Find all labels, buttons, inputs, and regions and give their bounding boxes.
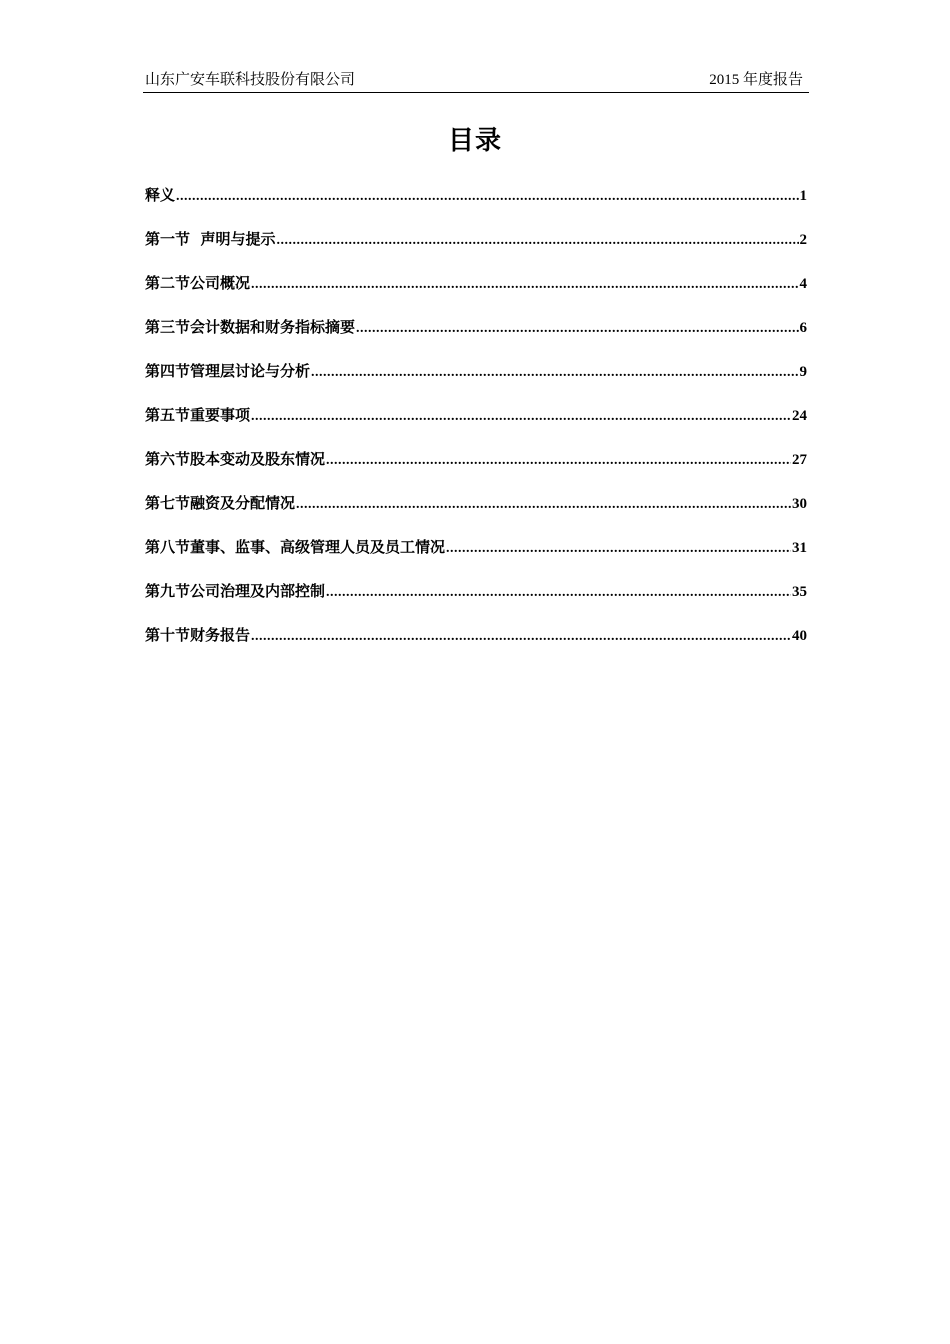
toc-entry-page: 4	[799, 276, 807, 292]
toc-entry-page: 6	[799, 320, 807, 336]
toc-dot-leader	[326, 453, 791, 469]
toc-entry-section-6[interactable]	[145, 448, 807, 492]
toc-dot-leader	[446, 541, 791, 557]
toc-dot-leader	[296, 497, 791, 513]
toc-entry-page: 2	[799, 232, 807, 248]
toc-entry-section-1[interactable]	[145, 228, 807, 272]
toc-entry-label: 第九节公司治理及内部控制	[145, 582, 326, 600]
toc-entry-label: 第十节财务报告	[145, 626, 251, 644]
toc-entry-page: 31	[792, 540, 807, 556]
toc-entry-label: 第三节会计数据和财务指标摘要	[145, 318, 356, 336]
toc-entry-page: 40	[792, 628, 807, 644]
toc-entry-label: 释义	[145, 186, 176, 204]
toc-title: 目录	[447, 126, 502, 156]
toc-entry-section-7[interactable]	[145, 492, 807, 536]
toc-entry-label: 第五节重要事项	[145, 406, 251, 424]
toc-entry-page: 9	[799, 364, 807, 380]
toc-entry-page: 24	[792, 408, 807, 424]
toc-entry-label: 第七节融资及分配情况	[145, 494, 296, 512]
toc-dot-leader	[251, 277, 798, 293]
toc-entry-page: 1	[799, 188, 807, 204]
toc-entry-page: 27	[792, 452, 807, 468]
toc-entry-section-5[interactable]	[145, 404, 807, 448]
toc-entry-page: 30	[792, 496, 807, 512]
toc-dot-leader	[251, 629, 791, 645]
toc-entry-label: 第六节股本变动及股东情况	[145, 450, 326, 468]
toc-dot-leader	[326, 585, 791, 601]
toc-entry-label: 第二节公司概况	[145, 274, 251, 292]
toc-entry-page: 35	[792, 584, 807, 600]
toc-dot-leader	[251, 409, 791, 425]
toc-dot-leader	[176, 189, 798, 205]
toc-entry-section-9[interactable]	[145, 580, 807, 624]
page-header	[143, 64, 809, 93]
toc-entry-section-2[interactable]	[145, 272, 807, 316]
toc-entry-label: 第四节管理层讨论与分析	[145, 362, 311, 380]
toc-entry-section-4[interactable]	[145, 360, 807, 404]
toc-entry-definitions[interactable]	[145, 184, 807, 228]
toc-entry-label: 第一节 声明与提示	[145, 230, 276, 248]
toc-dot-leader	[276, 233, 798, 249]
toc-entry-label: 第八节董事、监事、高级管理人员及员工情况	[145, 538, 446, 556]
toc-entry-section-8[interactable]	[145, 536, 807, 580]
table-of-contents	[145, 184, 807, 668]
toc-entry-section-10[interactable]	[145, 624, 807, 668]
header-report-title: 2015 年度报告	[709, 72, 803, 88]
toc-dot-leader	[311, 365, 798, 381]
toc-entry-section-3[interactable]	[145, 316, 807, 360]
header-company-name: 山东广安车联科技股份有限公司	[145, 70, 356, 88]
toc-dot-leader	[356, 321, 798, 337]
